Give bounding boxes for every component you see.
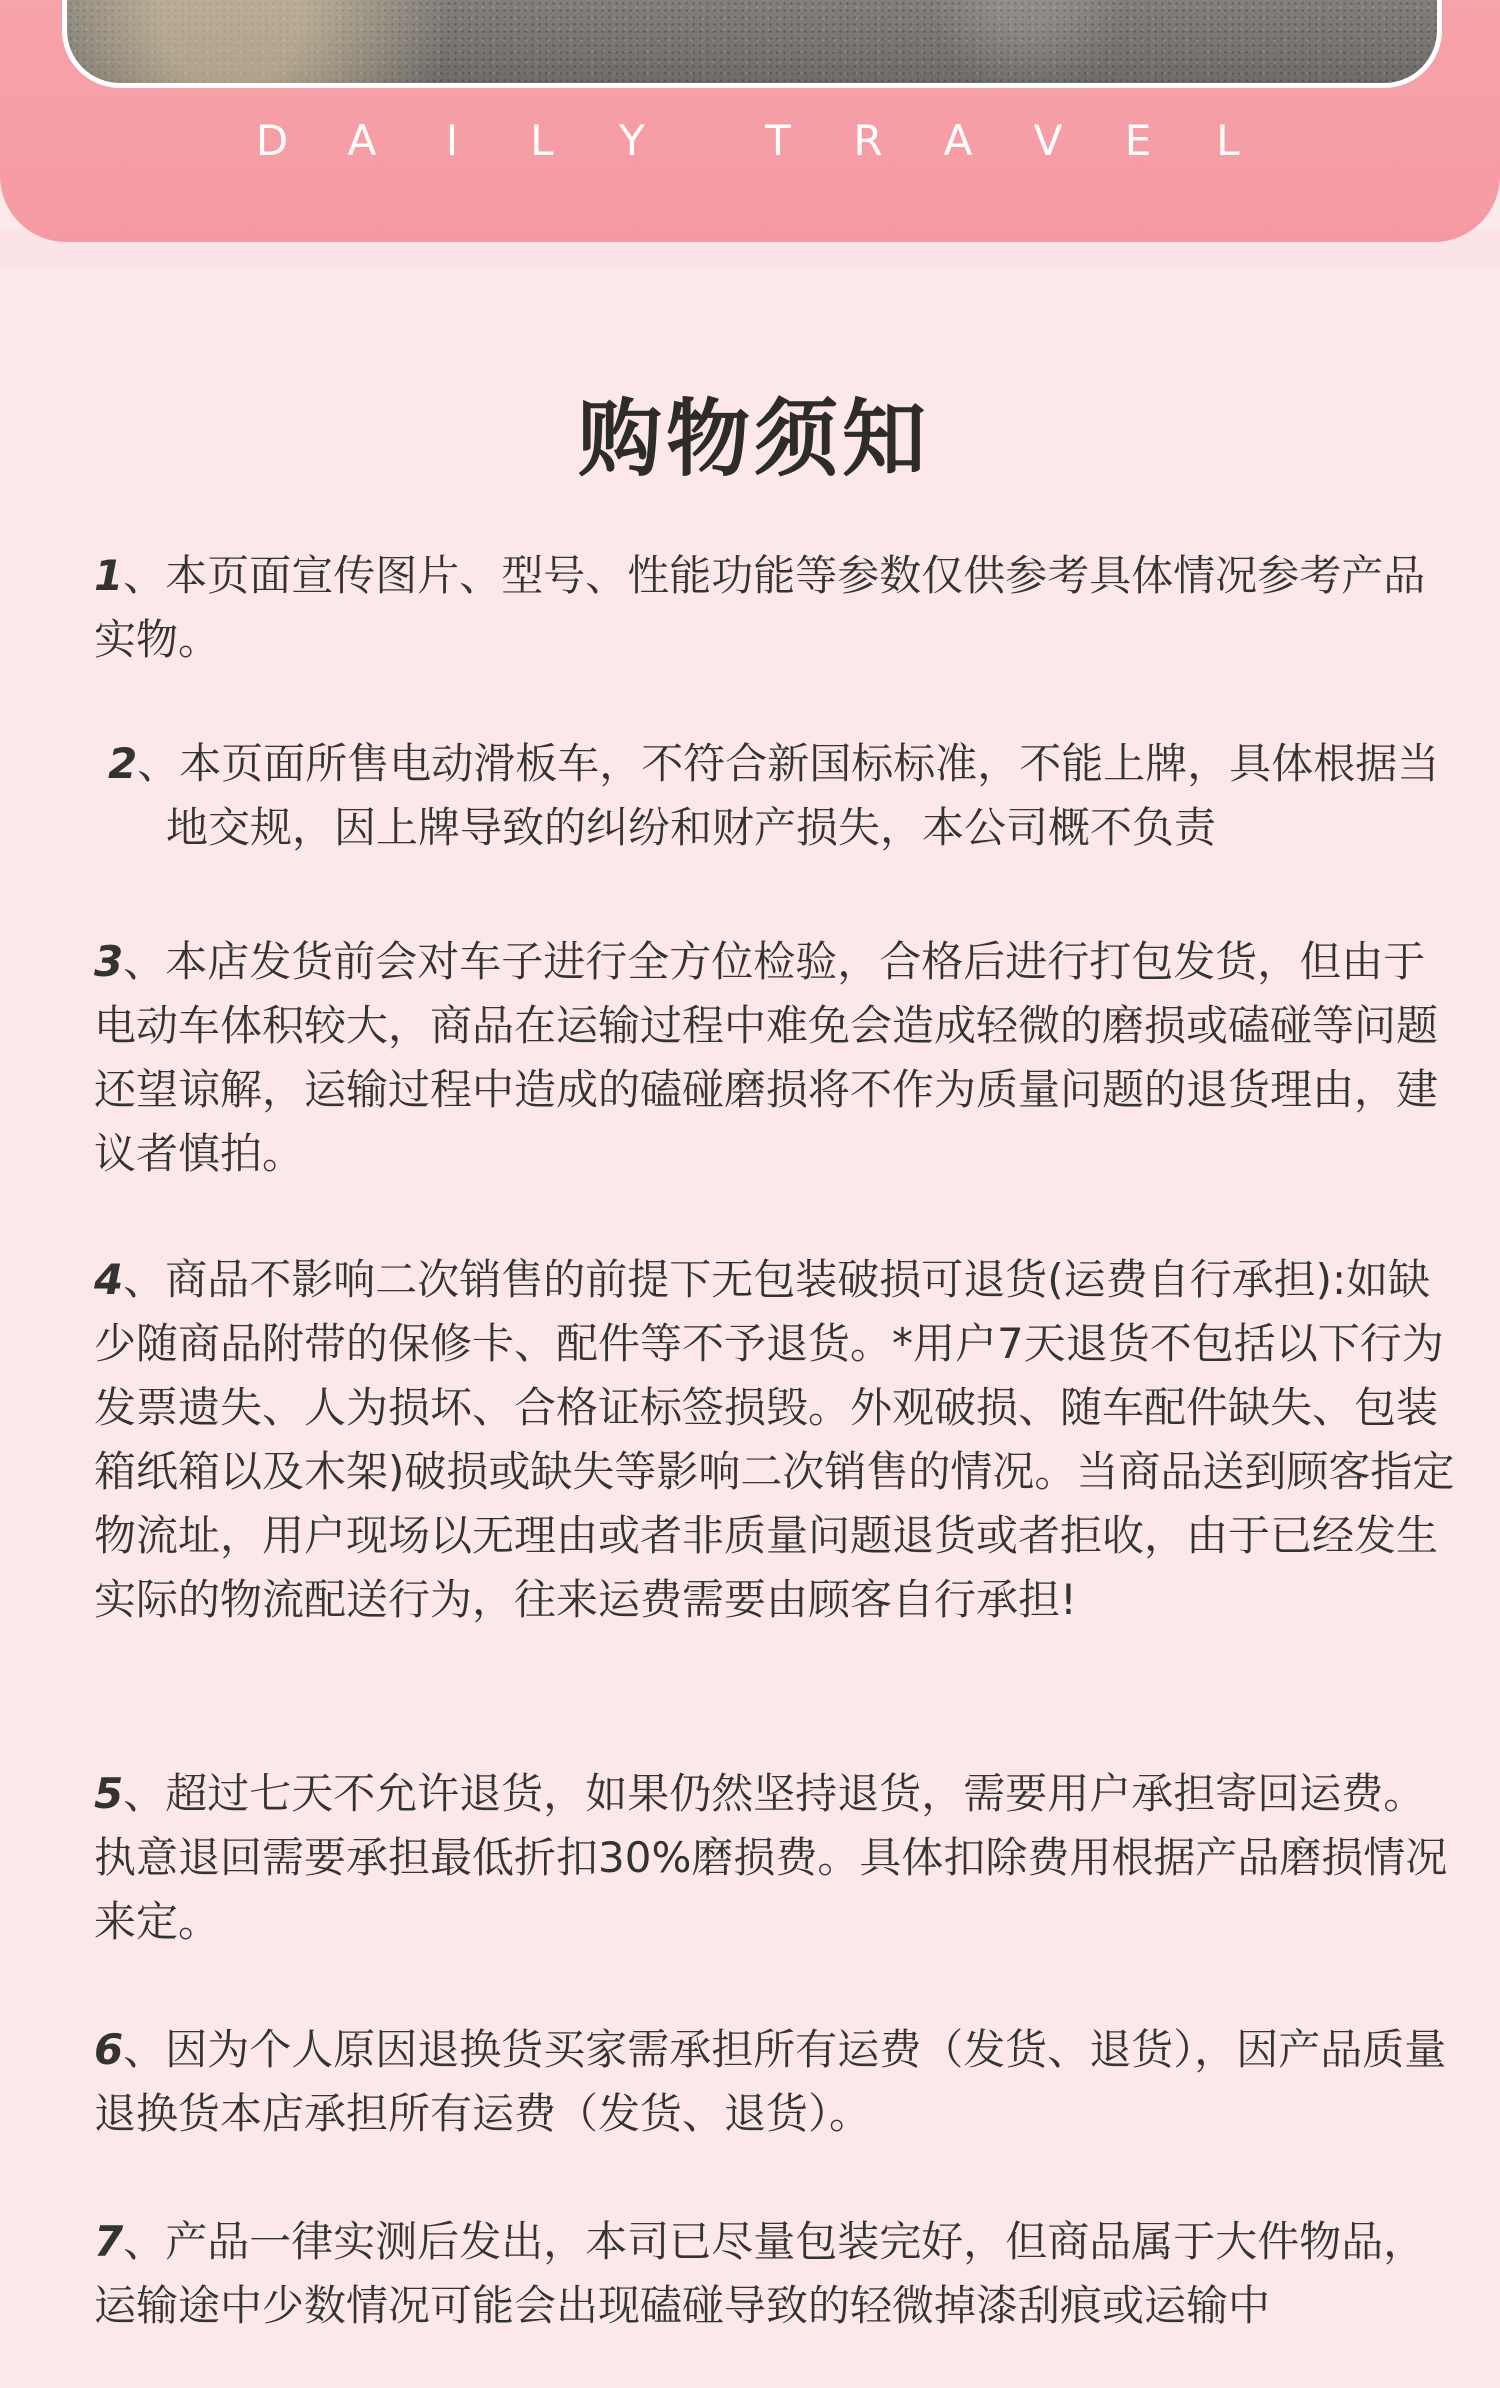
notice-item-text: 、本店发货前会对车子进行全方位检验，合格后进行打包发货，但由于电动车体积较大，商品在运输过程中难免会造成轻微的磨损或磕碰等问题还望谅解，运输过程中造成的磕碰磨损将不作为质量问题的退货理由，建议者慎拍。 [94, 937, 1439, 1178]
notice-item-text: 、本页面宣传图片、型号、性能功能等参数仅供参考具体情况参考产品实物。 [94, 551, 1426, 664]
tagline-letter: E [1124, 116, 1152, 165]
notice-item [94, 1248, 1464, 1632]
notice-title: 购物须知 [577, 390, 930, 488]
notice-item [94, 2018, 1464, 2146]
notice-item-number: 4 [94, 1255, 124, 1304]
tagline-letter: A [347, 116, 377, 165]
notice-item [108, 732, 1468, 860]
notice-item-text: 、产品一律实测后发出，本司已尽量包装完好，但商品属于大件物品，运输途中少数情况可能会出现磕碰导致的轻微掉漆刮痕或运输中 [94, 2217, 1426, 2330]
notice-item [94, 1762, 1464, 1954]
tagline-letter: A [943, 116, 973, 165]
hero-banner [0, 0, 1500, 242]
notice-item-text: 、商品不影响二次销售的前提下无包装破损可退货(运费自行承担):如缺少随商品附带的保修卡、配件等不予退货。*用户7天退货不包括以下行为发票遗失、人为损坏、合格证标签损毁。外观破损、随车配件缺失、包装箱纸箱以及木架)破损或缺失等影响二次销售的情况。当商品送到顾客指定物流址，用户现场以无理由或者非质量问题退货或者拒收，由于已经发生实际的物流配送行为，往来运费需要由顾客自行承担! [94, 1255, 1455, 1624]
shopping-notice-card [38, 288, 1470, 2388]
tagline-letter: R [853, 116, 883, 165]
asphalt-road-photo [62, 0, 1442, 88]
notice-item-text: 、超过七天不允许退货，如果仍然坚持退货，需要用户承担寄回运费。执意退回需要承担最低折扣30%磨损费。具体扣除费用根据产品磨损情况来定。 [94, 1769, 1448, 1946]
notice-item [94, 2210, 1464, 2338]
notice-item-text: 、因为个人原因退换货买家需承担所有运费（发货、退货），因产品质量退换货本店承担所有运费（发货、退货）。 [94, 2025, 1447, 2138]
tagline-letter: L [1216, 116, 1240, 165]
tagline-letter: I [445, 116, 459, 165]
daily-travel-tagline [0, 116, 1500, 165]
notice-item-number: 7 [94, 2217, 124, 2266]
notice-item-number: 6 [94, 2025, 124, 2074]
tagline-letter: V [1033, 116, 1063, 165]
notice-item-number: 1 [94, 551, 124, 600]
notice-item-number: 2 [108, 739, 138, 788]
notice-item-text: 、本页面所售电动滑板车，不符合新国标标准，不能上牌，具体根据当地交规，因上牌导致的纠纷和财产损失，本公司概不负责 [137, 739, 1440, 852]
notice-item [94, 930, 1464, 1186]
tagline-letter: Y [619, 116, 645, 165]
notice-item [94, 544, 1464, 672]
tagline-letter: D [255, 116, 289, 165]
tagline-letter: L [530, 116, 554, 165]
notice-item-number: 5 [94, 1769, 124, 1818]
notice-item-number: 3 [94, 937, 124, 986]
tagline-letter: T [765, 116, 791, 165]
